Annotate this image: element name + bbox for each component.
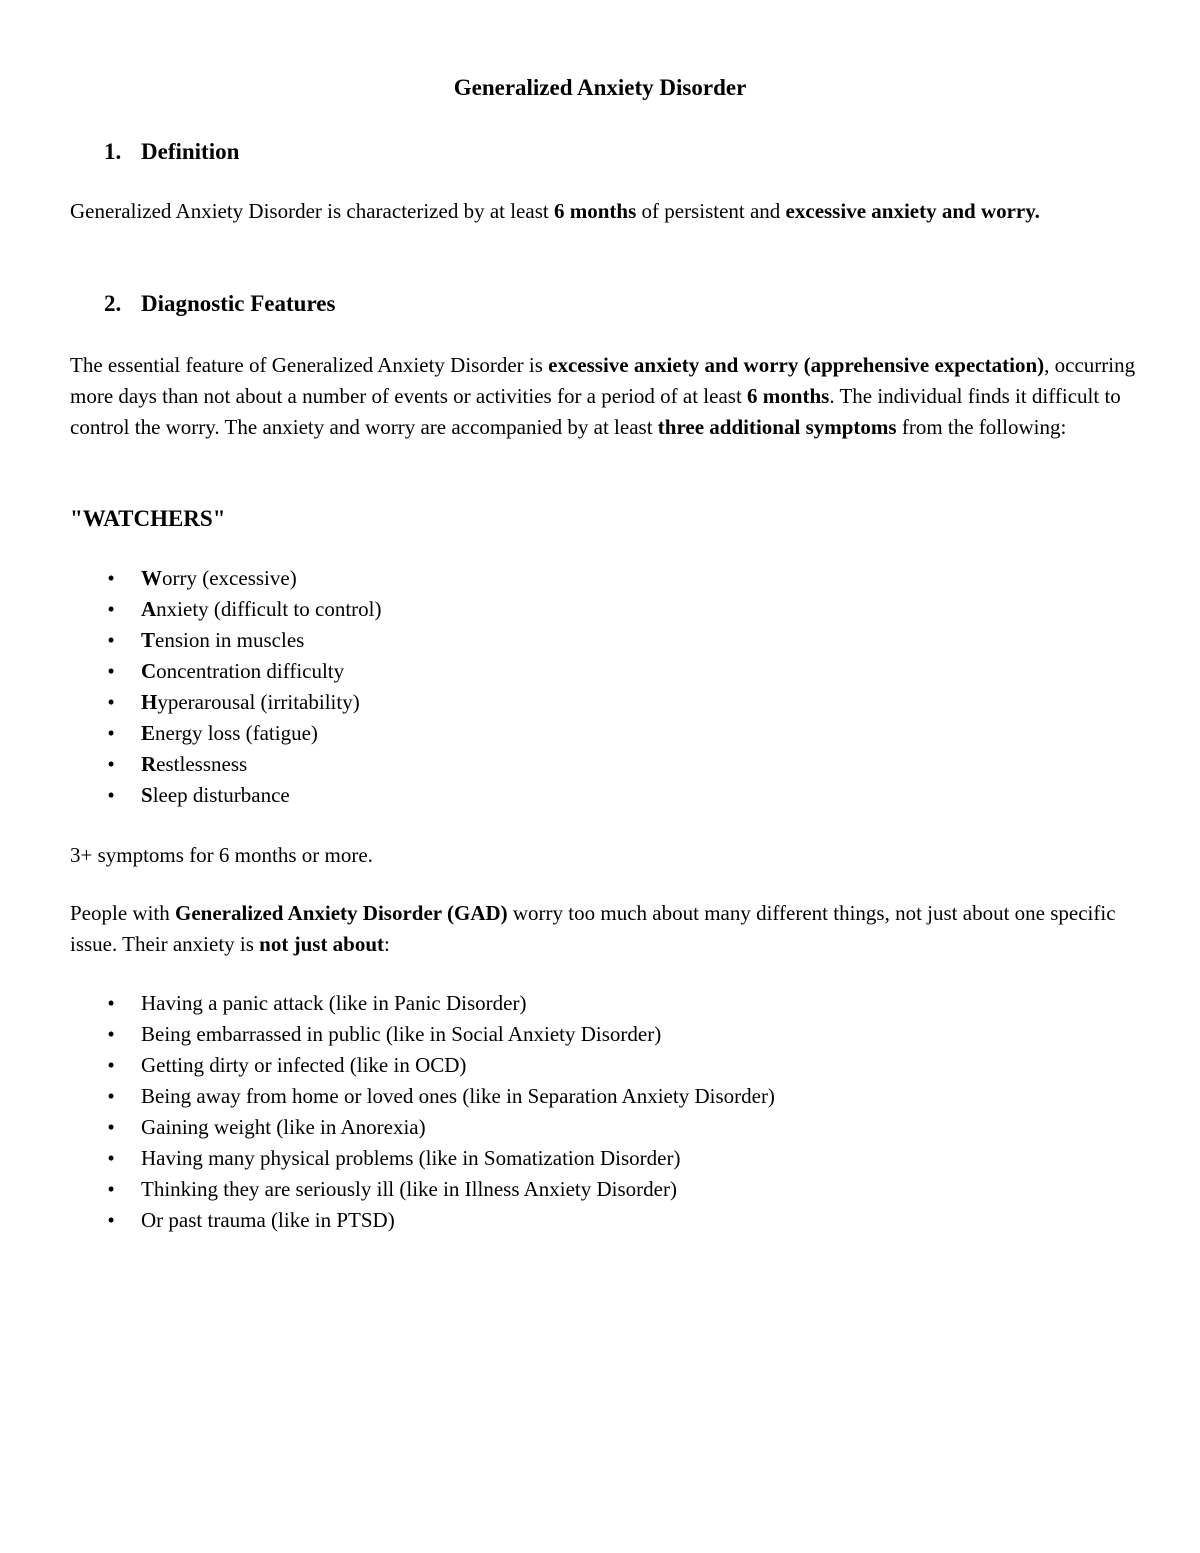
not-just-about-list — [0, 988, 775, 1236]
list-item — [0, 988, 775, 1019]
bullet-icon: • — [107, 659, 115, 683]
mnemonic-letter: R — [141, 752, 157, 776]
bold-run: 6 months — [553, 199, 637, 223]
bold-run: excessive anxiety and worry. — [785, 199, 1040, 223]
bullet-icon: • — [107, 1022, 115, 1046]
bullet-icon: • — [107, 1115, 115, 1139]
diagnostic-features-paragraph — [70, 350, 1140, 443]
watchers-list — [0, 563, 381, 811]
text-run: of persistent and — [636, 199, 786, 223]
bullet-icon: • — [107, 991, 115, 1015]
list-item-text: Gaining weight (like in Anorexia) — [141, 1115, 426, 1139]
list-item-text: Thinking they are seriously ill (like in Illness Anxiety Disorder) — [141, 1177, 677, 1201]
bullet-icon: • — [107, 1146, 115, 1170]
bullet-icon: • — [107, 721, 115, 745]
section-heading-text: Definition — [141, 139, 240, 164]
document-title: Generalized Anxiety Disorder — [453, 75, 747, 100]
section-number: 2. — [104, 291, 122, 316]
list-item-text: Having many physical problems (like in Somatization Disorder) — [141, 1146, 681, 1170]
list-item — [0, 780, 381, 811]
list-item — [0, 1112, 775, 1143]
text-run: worry too much about many different things, not just about one specific issue. Their anxiety is — [70, 901, 1116, 956]
list-item — [0, 563, 381, 594]
summary-paragraph: 3+ symptoms for 6 months or more. — [70, 843, 373, 867]
bullet-icon: • — [107, 628, 115, 652]
text-run: People with — [70, 901, 175, 925]
list-item-text: Having a panic attack (like in Panic Disorder) — [141, 991, 527, 1015]
mnemonic-letter: W — [141, 566, 162, 590]
bullet-icon: • — [107, 690, 115, 714]
list-item-text: yperarousal (irritability) — [157, 690, 360, 714]
mnemonic-letter: E — [141, 721, 156, 745]
list-item — [0, 1019, 775, 1050]
list-item — [0, 594, 381, 625]
bold-run: 6 months — [747, 384, 830, 408]
list-item-text: nergy loss (fatigue) — [155, 721, 318, 745]
list-item — [0, 749, 381, 780]
list-item-text: nxiety (difficult to control) — [156, 597, 382, 621]
list-item — [0, 1050, 775, 1081]
bold-run: not just about — [259, 932, 385, 956]
list-item-text: orry (excessive) — [162, 566, 297, 590]
list-item-text: Or past trauma (like in PTSD) — [141, 1208, 395, 1232]
text-run: , occurring more days than not about a number of events or activities for a period of at least — [70, 353, 1136, 408]
mnemonic-letter: C — [141, 659, 157, 683]
bullet-icon: • — [107, 1177, 115, 1201]
definition-paragraph — [70, 196, 1140, 227]
bullet-icon: • — [107, 1053, 115, 1077]
list-item — [0, 625, 381, 656]
list-item-text: Being away from home or loved ones (like in Separation Anxiety Disorder) — [141, 1084, 775, 1108]
section-heading-diagnostic-features — [104, 290, 335, 318]
watchers-mnemonic-heading: "WATCHERS" — [70, 506, 226, 531]
list-item — [0, 1143, 775, 1174]
list-item — [0, 656, 381, 687]
bold-run: three additional symptoms — [657, 415, 897, 439]
bold-run: excessive anxiety and worry (apprehensive expectation) — [548, 353, 1045, 377]
people-paragraph — [70, 898, 1140, 960]
list-item — [0, 687, 381, 718]
list-item — [0, 718, 381, 749]
text-run: Generalized Anxiety Disorder is characterized by at least — [70, 199, 554, 223]
bold-run: Generalized Anxiety Disorder (GAD) — [175, 901, 508, 925]
section-heading-definition — [104, 138, 239, 166]
list-item — [0, 1174, 775, 1205]
mnemonic-letter: T — [141, 628, 156, 652]
mnemonic-letter: A — [141, 597, 157, 621]
mnemonic-letter: H — [141, 690, 158, 714]
text-run: . The individual finds it difficult to control the worry. The anxiety and worry are accompanied by at least — [70, 384, 1121, 439]
list-item-text: Getting dirty or infected (like in OCD) — [141, 1053, 467, 1077]
bullet-icon: • — [107, 1208, 115, 1232]
section-number: 1. — [104, 139, 122, 164]
text-run: : — [384, 932, 390, 956]
text-run: The essential feature of Generalized Anxiety Disorder is — [70, 353, 549, 377]
list-item-text: estlessness — [156, 752, 248, 776]
bullet-icon: • — [107, 566, 115, 590]
list-item-text: ension in muscles — [155, 628, 305, 652]
list-item — [0, 1081, 775, 1112]
bullet-icon: • — [107, 597, 115, 621]
text-run: from the following: — [896, 415, 1067, 439]
bullet-icon: • — [107, 752, 115, 776]
list-item-text: leep disturbance — [152, 783, 290, 807]
bullet-icon: • — [107, 1084, 115, 1108]
list-item — [0, 1205, 775, 1236]
list-item-text: Being embarrassed in public (like in Social Anxiety Disorder) — [141, 1022, 662, 1046]
bullet-icon: • — [107, 783, 115, 807]
section-heading-text: Diagnostic Features — [141, 291, 336, 316]
mnemonic-letter: S — [141, 783, 153, 807]
list-item-text: oncentration difficulty — [156, 659, 345, 683]
